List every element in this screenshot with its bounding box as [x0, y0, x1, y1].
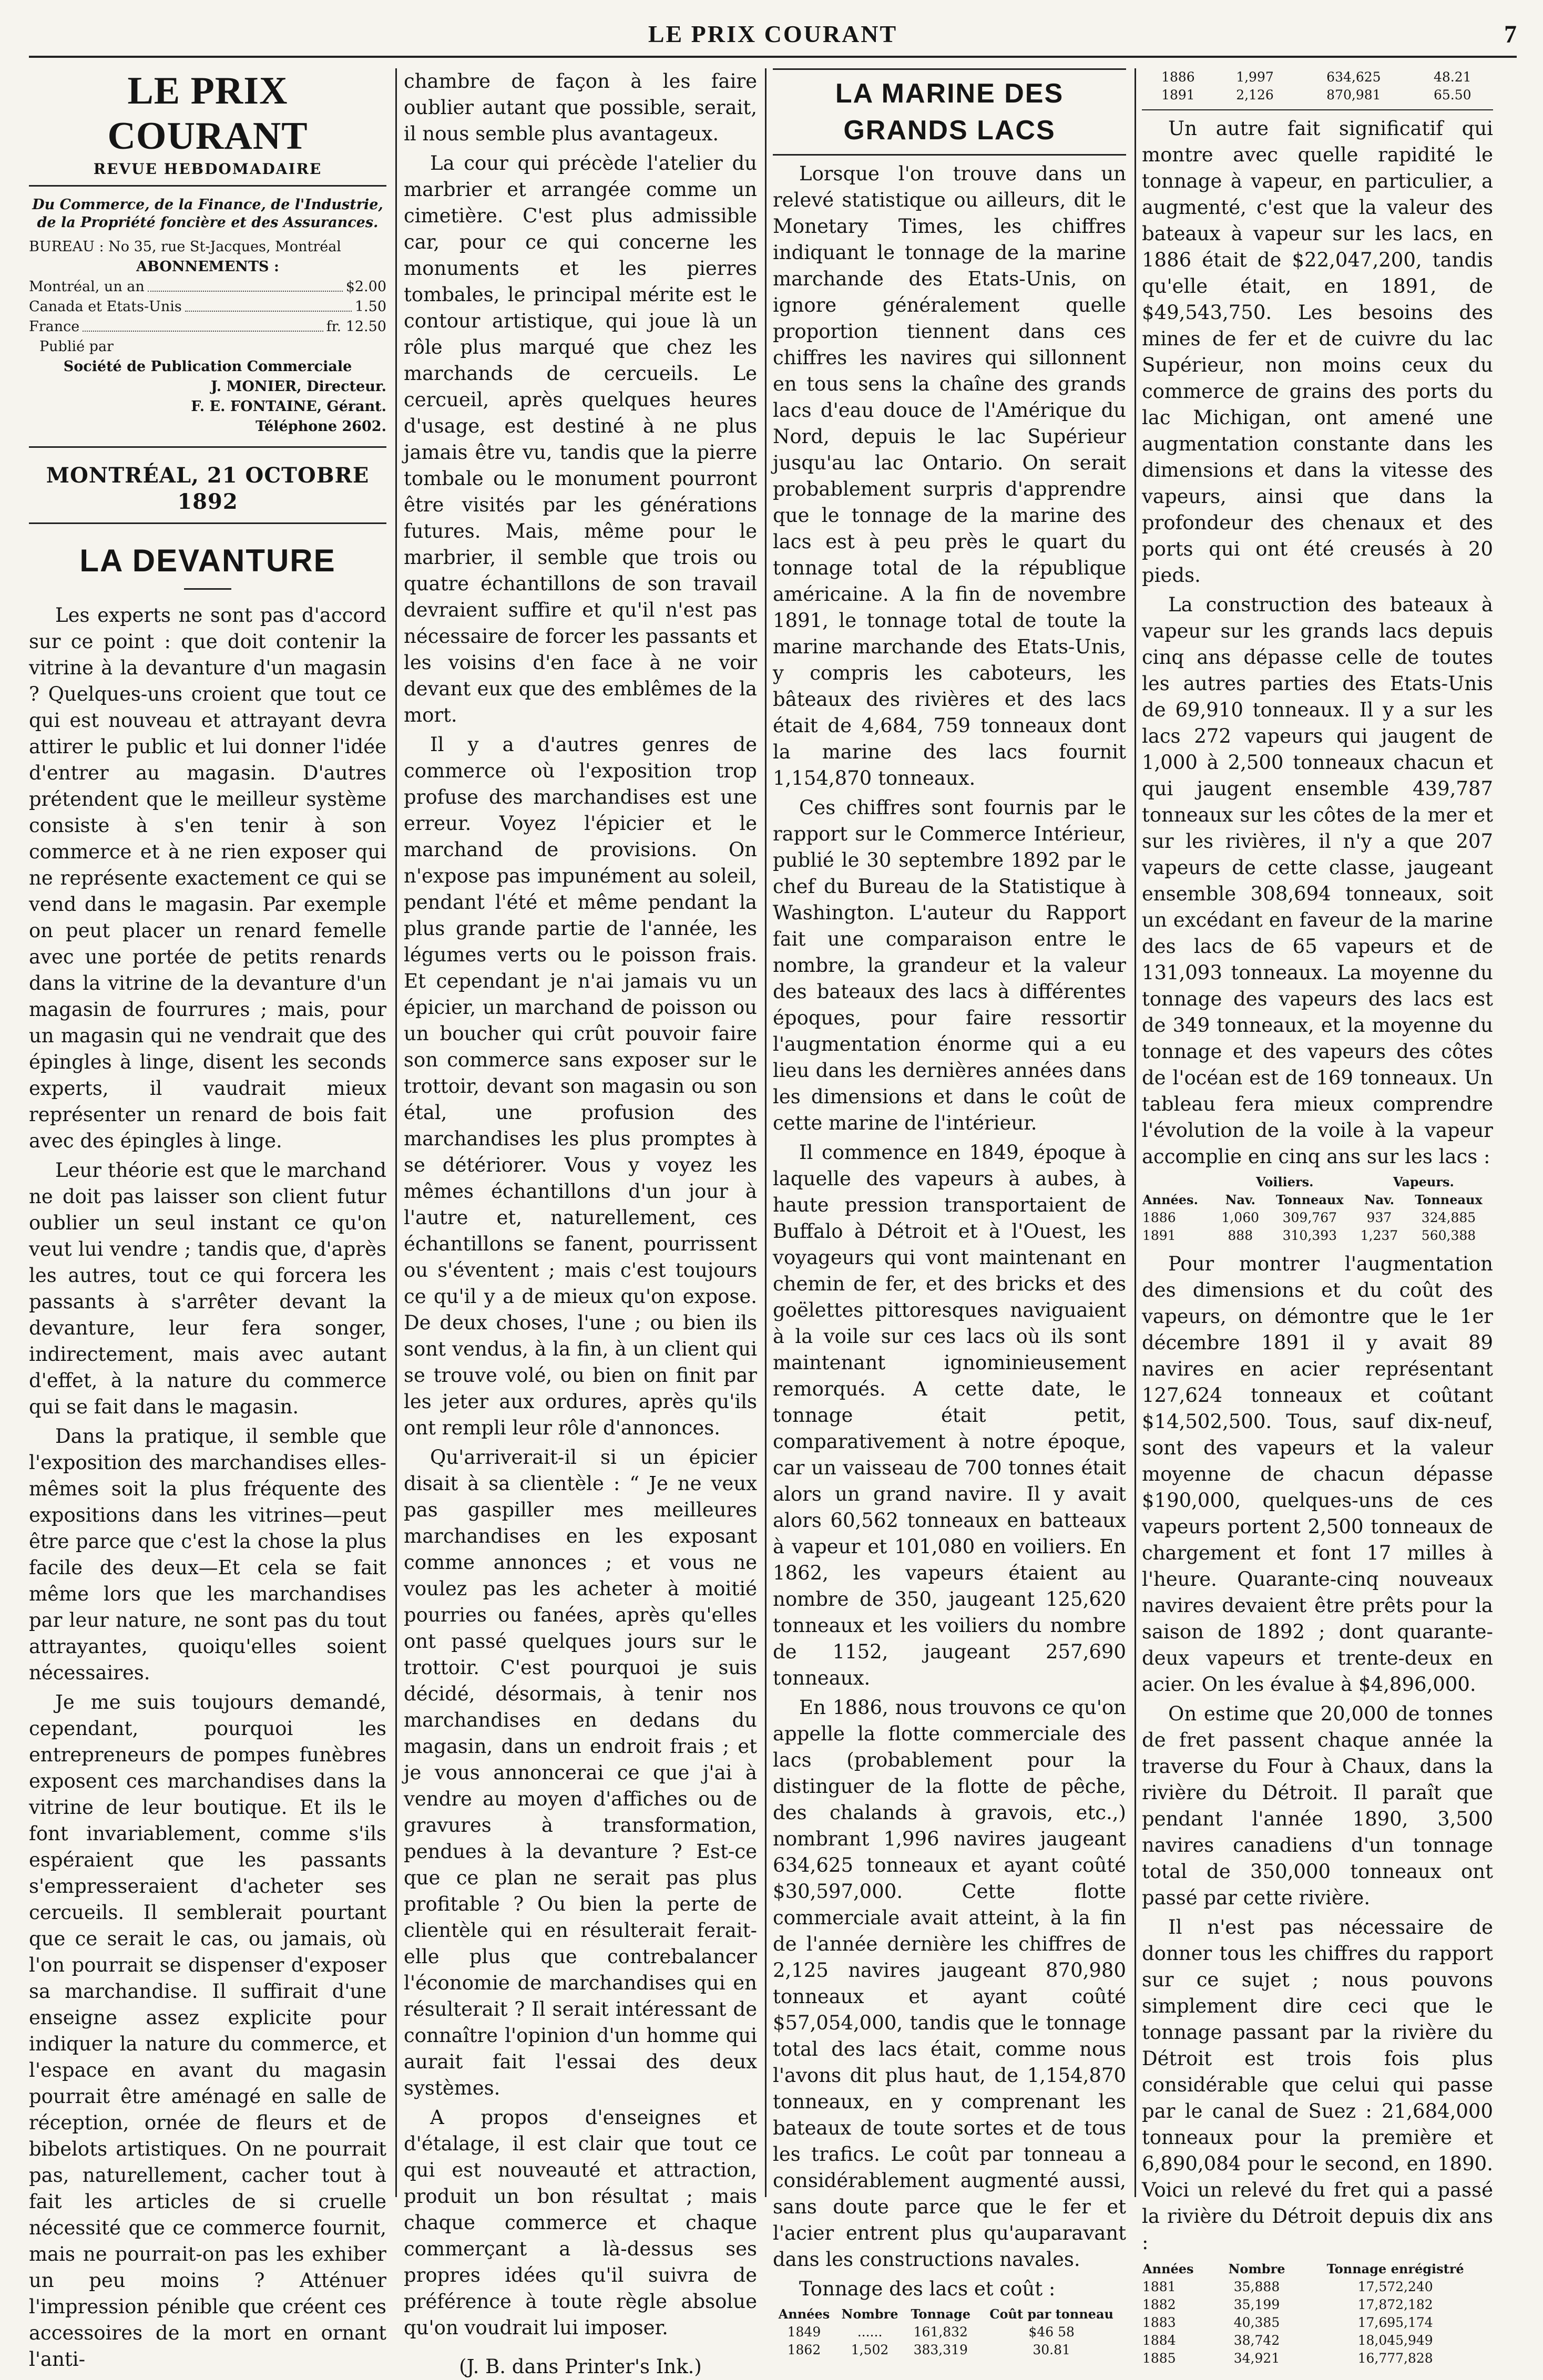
paragraph: Qu'arriverait-il si un épicier disait à sa clientèle : “ Je ne veux pas gaspiller mes meilleures marchandises en les exposant comme annonces ; et vous ne voulez pas les acheter à moitié pourries ou fanées, après qu'elles ont passé quelques jours sur le trottoir. C'est pourquoi je suis décidé, désormais, à tenir nos marchandises en dedans du magasin, dans un endroit frais ; et je vous annoncerai ce que j'ai à vendre au moyen d'affiches ou de gravures à transformation, pendues à la devanture ? Est-ce que ce plan ne serait pas plus profitable ? Ou bien la perte de clientèle qui en résulterait ferait-elle plus que contrebalancer l'économie de marchandises qui en résulterait ? Il serait intéressant de connaître l'opinion d'un homme qui aurait fait l'essai des deux systèmes.: [404, 1446, 757, 2099]
paragraph: La cour qui précède l'atelier du marbrier et arrangée comme un cimetière. C'est plus admissible car, pour ce qui concerne les monuments et les pierres tombales, le principal mérite est le contour artistique, qui joue là un rôle plus marqué que chez les marchands de cercueils. Le cercueil, après quelques heures d'usage, est destiné à ne plus jamais être vu, tandis que la pierre tombale ou le monument pourront être visités par les générations futures. Mais, même pour le marbrier, il semble que trois ou quatre échantillons de son travail devraient suffire et qu'il n'est pas nécessaire de forcer les passants et les voisins d'en face à ne voir devant eux que des emblêmes de la mort.: [404, 152, 757, 726]
paragraph: Lorsque l'on trouve dans un relevé statistique ou ailleurs, dit le Monetary Times, les chiffres indiquant le tonnage de la marine marchande des Etats-Unis, on ignore généralement quelle proportion tiennent dans ces chiffres les navires qui sillonnent en tous sens la chaîne des grands lacs d'eau douce de l'Amérique du Nord, depuis le lac Supérieur jusqu'au lac Ontario. On serait probablement surpris d'apprendre que le tonnage de la marine des lacs est à peu près le quart du tonnage total de la république américaine. A la fin de novembre 1891, le tonnage total de toute la marine marchande des Etats-Unis, y compris les caboteurs, les bâteaux des rivières et des lacs était de 4,684, 759 tonneaux dont la marine des lacs fournit 1,154,870 tonneaux.: [773, 162, 1126, 789]
subscription-row: Montréal, un an $2.00: [29, 277, 386, 297]
masthead-title: LE PRIX COURANT: [107, 69, 308, 158]
dateline: MONTRÉAL, 21 OCTOBRE 1892: [46, 463, 370, 514]
sail-steam-table: [1142, 1173, 1493, 1245]
subscriptions-list: [29, 277, 386, 337]
published-by: Publié par: [39, 338, 114, 355]
column-4: [1142, 68, 1493, 2366]
paragraph: chambre de façon à les faire oublier autant que possible, serait, il nous semble plus avantageux.: [404, 70, 757, 145]
paragraph: Les experts ne sont pas d'accord sur ce point : que doit contenir la vitrine à la devanture d'un magasin ? Quelques-uns croient que tout ce qui est nouveau et attrayant devra attirer le public et lui donner l'idée d'entrer au magasin. D'autres prétendent que le meilleur système consiste à s'en tenir à son commerce et à ne rien exposer qui ne représente exactement ce qui se vend dans le magasin. Par exemple on peut placer un renard femelle avec une portée de petits renards dans la vitrine de la devanture d'un magasin de fourrures ; mais, pour un magasin qui ne vendrait que des épingles à linge, disent les seconds experts, il vaudrait mieux représenter un renard de bois fait avec des épingles à linge.: [29, 604, 386, 1152]
paragraph: La construction des bateaux à vapeur sur les grands lacs depuis cinq ans dépasse celle de toutes les autres parties des Etats-Unis de 69,910 tonneaux. Il y a sur les lacs 272 vapeurs qui jaugent de 1,000 à 2,500 tonneaux chacun et qui jaugent ensemble 439,787 tonneaux sur les côtes de la mer et sur les rivières, il n'y a que 207 vapeurs de cette classe, jaugeant ensemble 308,694 tonneaux, soit un excédant en faveur de la marine des lacs de 65 vapeurs et de 131,093 tonneaux. La moyenne du tonnage des vapeurs des lacs est de 349 tonneaux, et la moyenne du tonnage et des vapeurs des côtes de l'océan est de 169 tonneaux. Un tableau fera mieux comprendre l'évolution de la voile à la vapeur accomplie en cinq ans sur les lacs :: [1142, 593, 1493, 1168]
running-title: LE PRIX COURANT: [648, 20, 898, 47]
paragraph: Dans la pratique, il semble que l'exposition des marchandises elles-mêmes soit la plus fréquente des expositions dans les vitrines—peut être parce que c'est la chose la plus facile des deux—Et cela se fait même lors que les marchandises par leur nature, ne sont pas du tout attrayantes, quoiqu'elles soient nécessaires.: [29, 1425, 386, 1684]
paragraph: On estime que 20,000 de tonnes de fret passent chaque année la traverse du Four à Chaux, dans la rivière du Détroit. Il paraît que pendant l'année 1890, 3,500 navires canadiens d'un tonnage total de 350,000 tonneaux ont passé par cette rivière.: [1142, 1702, 1493, 1909]
column-rule: [1135, 68, 1136, 2197]
signature: (J. B. dans Printer's Ink.): [459, 2355, 702, 2378]
table-row: 1862 1,502 383,319 30.81: [787, 2342, 1070, 2357]
column-1: [29, 68, 386, 2371]
subscription-row: France fr. 12.50: [29, 317, 386, 337]
table-row: 1881 35,888 17,572,240: [1142, 2279, 1433, 2294]
subscription-row: Canada et Etats-Unis 1.50: [29, 297, 386, 317]
paragraph: Il n'est pas nécessaire de donner tous les chiffres du rapport sur ce sujet ; nous pouvons simplement dire ceci que le tonnage passant par la rivière du Détroit est trois fois plus considérable que celui qui passe par le canal de Suez : 21,684,000 tonneaux pour la première et 6,890,084 pour le second, en 1890. Voici un relevé du fret qui a passé la rivière du Détroit depuis dix ans :: [1142, 1916, 1493, 2254]
masthead-subtitle: REVUE HEBDOMADAIRE: [93, 160, 322, 178]
divider: [1142, 109, 1493, 110]
divider: [773, 68, 1126, 70]
divider: [29, 446, 386, 448]
paragraph: Il y a d'autres genres de commerce où l'exposition trop profuse des marchandises est une erreur. Voyez l'épicier et le marchand de provisions. On n'expose pas impunément au soleil, pendant l'été et même pendant la plus grande partie de l'année, les légumes verts ou le poisson frais. Et cependant je n'ai jamais vu un épicier, un marchand de poisson ou un boucher qui crût pouvoir faire son commerce sans exposer sur le trottoir, devant son magasin ou son étal, une profusion des marchandises les plus promptes à se détériorer. Vous y voyez les mêmes échantillons d'un jour à l'autre et, naturellement, ces échantillons se fanent, pourrissent ou s'éventent ; mais c'est toujours ce qu'il y a de mieux qu'on expose. De deux choses, l'une ; ou bien ils sont vendus, à la fin, à un client qui se trouve volé, ou bien on finit par les jeter aux ordures, après qu'ils ont rempli leur rôle d'annonces.: [404, 733, 757, 1439]
column-rule: [765, 68, 767, 2197]
paragraph: Je me suis toujours demandé, cependant, pourquoi les entrepreneurs de pompes funèbres exposent ces marchandises dans la vitrine de leur boutique. Et ils le font invariablement, comme s'ils espéraient que les passants s'empresseraient d'acheter ses cercueils. Il semblerait pourtant que ce serait le cas, ou jamais, où l'on pourrait se dispenser d'exposer sa marchandise. Il suffirait d'une enseigne assez explicite pour indiquer la nature du commerce, et l'espace en avant du magasin pourrait être aménagé en salle de réception, ornée de fleurs et de bibelots artistiques. On ne pourrait pas, naturellement, cacher tout à fait les articles de si cruelle nécessité que ce commerce fournit, mais ne pourrait-on pas les exhiber un peu moins ? Atténuer l'impression pénible que créent ces accessoires de la mort en ornant l'anti-: [29, 1691, 386, 2371]
paragraph: Il commence en 1849, époque à laquelle des vapeurs à aubes, à haute pression transportaient de Buffalo à Détroit et à l'Ouest, les voyageurs qui vont maintenant en chemin de fer, et des bricks et des goëlettes pittoresques naviguaient à la voile sur ces lacs où ils sont maintenant ignominieusement remorqués. A cette date, le tonnage était petit, comparativement à notre époque, car un vaisseau de 700 tonnes était alors un grand navire. Il y avait alors 60,562 tonneaux en batteaux à vapeur et 101,080 en voiliers. En 1862, les vapeurs étaient au nombre de 350, jaugeant 125,620 tonneaux et les voiliers du nombre de 1152, jaugeant 257,690 tonneaux.: [773, 1141, 1126, 1689]
column-rule: [395, 68, 397, 2197]
table-row: 1891 2,126 870,981 65.50: [1161, 87, 1472, 102]
running-head: [29, 14, 1517, 58]
manager: F. E. FONTAINE, Gérant.: [191, 398, 386, 415]
marine-title: LA MARINE DES GRANDS LACS: [835, 78, 1064, 146]
table-row: 1849 ...... 161,832 $46 58: [787, 2324, 1075, 2340]
paragraph: Pour montrer l'augmentation des dimensions et du coût des vapeurs, on démontre que le 1er décembre 1891 il y avait 89 navires en acier représentant 127,624 tonneaux et coûtant $14,502,500. Tous, sauf dix-neuf, sont des vapeurs et la valeur moyenne de chacun dépasse $190,000, quelques-uns de ces vapeurs portent 2,500 tonneaux de chargement et font 17 milles à l'heure. Quarante-cinq nouveaux navires devaient être prêts pour la saison de 1892 ; dont quarante-deux vapeurs et trente-deux en acier. On les évalue à $4,896,000.: [1142, 1253, 1493, 1696]
divider: [29, 185, 386, 187]
subscriptions-title: ABONNEMENTS :: [136, 259, 279, 275]
table-header: Années Nombre Tonnage Coût par tonneau: [778, 2306, 1113, 2322]
paragraph: A propos d'enseignes et d'étalage, il est clair que tout ce qui est nouveauté et attraction, produit un bon résultat ; mais chaque commerce et chaque commerçant a là-dessus ses propres idées qu'il suivra de préférence à toute règle absolue qu'on voudrait lui imposer.: [404, 2106, 757, 2339]
devanture-title: LA DEVANTURE: [79, 543, 336, 578]
tonnage-table-continued: [1142, 68, 1493, 104]
column-2: [404, 68, 757, 2378]
divider: [773, 154, 1126, 156]
table-row: 1886 1,997 634,625 48.21: [1161, 69, 1472, 85]
publisher: Société de Publication Commerciale: [63, 358, 352, 375]
bureau-address: BUREAU : No 35, rue St-Jacques, Montréal: [29, 239, 341, 255]
table-row: 1885 34,921 16,777,828: [1142, 2351, 1433, 2366]
table-row: 1884 38,742 18,045,949: [1142, 2333, 1433, 2348]
divider: [29, 522, 386, 524]
table-row: 1882 35,199 17,872,182: [1142, 2297, 1433, 2312]
paragraph: Leur théorie est que le marchand ne doit pas laisser son client futur oublier un seul instant ce qu'on veut lui vendre ; tandis que, d'après les autres, tout ce qui forcera les passants à s'arrêter devant la devanture, leur fera songer, indirectement, mais avec autant d'effet, à la nature du commerce qui se fait dans le magasin.: [29, 1159, 386, 1418]
paragraph: Ces chiffres sont fournis par le rapport sur le Commerce Intérieur, publié le 30 septembre 1892 par le chef du Bureau de la Statistique à Washington. L'auteur du Rapport fait une comparaison entre le nombre, la grandeur et la valeur des bateaux des lacs à différentes époques, pour faire ressortir l'augmentation énorme qui a eu lieu dans les dernières années dans les dimensions et dans le coût de cette marine de l'intérieur.: [773, 796, 1126, 1134]
table-header: Années. Voiliers. Vapeurs.: [1142, 1174, 1454, 1207]
table-row: 1886 1,060 309,767 937 324,885: [1142, 1210, 1476, 1225]
paragraph: Un autre fait significatif qui montre avec quelle rapidité le tonnage à vapeur, en particulier, a augmenté, c'est que la valeur des bateaux à vapeur sur les lacs, en 1886 était de $22,047,200, tandis qu'elle était, en 1891, de $49,543,750. Les besoins des mines de fer et de cuivre du lac Supérieur, non moins ceux du commerce de grains des ports du lac Michigan, ont amené une augmentation constante dans les dimensions et dans la vitesse des vapeurs, ainsi que dans la profondeur des chenaux et des ports qui ont été creusés à 20 pieds.: [1142, 117, 1493, 587]
detroit-table: [1142, 2260, 1493, 2367]
table-row: 1891 888 310,393 1,237 560,388: [1142, 1228, 1476, 1243]
paragraph: En 1886, nous trouvons ce qu'on appelle la flotte commerciale des lacs (probablement pour la distinguer de la flotte de pêche, des chalands à gravois, etc.,) nombrant 1,996 navires jaugeant 634,625 tonneaux et ayant coûté $30,597,000. Cette flotte commerciale avait atteint, à la fin de l'année dernière les chiffres de 2,125 navires jaugeant 870,980 tonneaux et ayant coûté $57,054,000, tandis que le tonnage total des lacs était, comme nous l'avons dit plus haut, de 1,154,870 tonneaux, en y comprenant les bateaux de toute sortes et de tous les trafics. Le coût par tonneau a considérablement augmenté aussi, sans doute parce que le fer et l'acier entrent plus qu'auparavant dans les constructions navales.: [773, 1696, 1126, 2271]
page-number: 7: [1504, 20, 1517, 48]
tonnage-table: [773, 2305, 1126, 2359]
director: J. MONIER, Directeur.: [211, 378, 386, 395]
phone: Téléphone 2602.: [256, 418, 386, 435]
masthead-description: Du Commerce, de la Finance, de l'Industrie, de la Propriété foncière et des Assurances.: [32, 197, 383, 231]
table-row: 1883 40,385 17,695,174: [1142, 2315, 1433, 2330]
short-rule: [184, 588, 231, 590]
tonnage-caption: Tonnage des lacs et coût :: [799, 2278, 1056, 2300]
column-3: [773, 68, 1126, 2357]
table-header: Années Nombre Tonnage enrégistré: [1142, 2261, 1464, 2276]
table-header: Nav. Tonneaux Nav. Tonneaux: [1225, 1192, 1483, 1207]
